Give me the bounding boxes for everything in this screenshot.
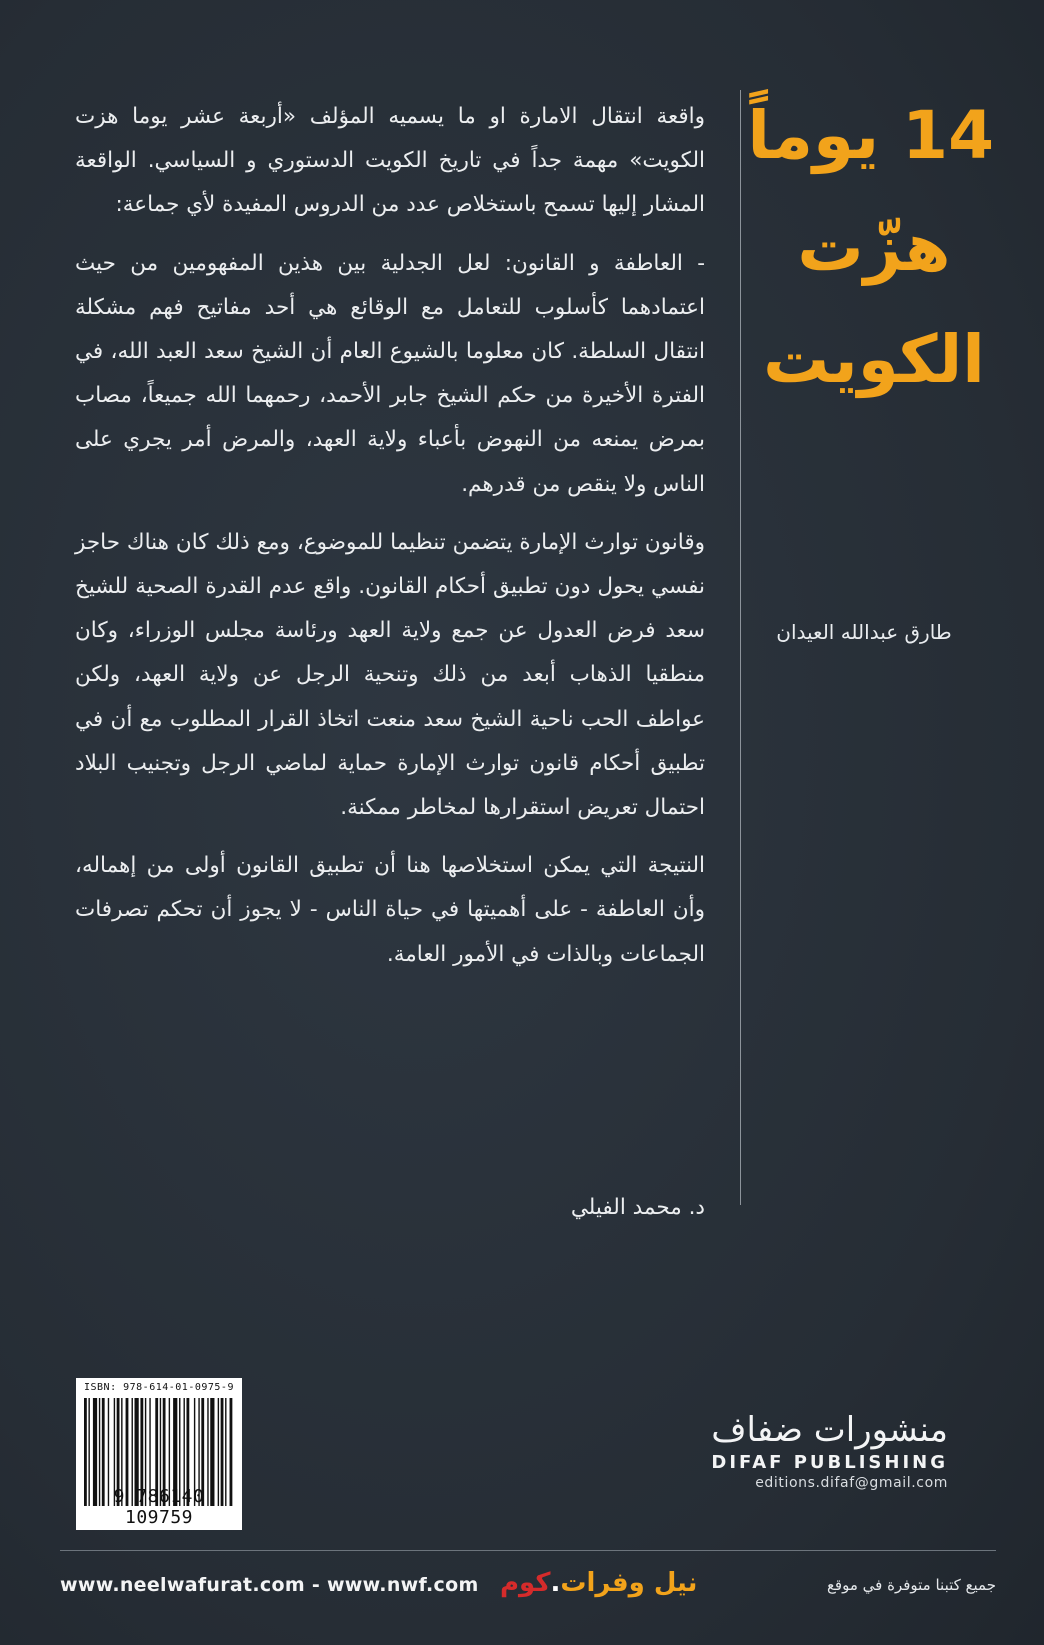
publisher-logo-english: DIFAF PUBLISHING	[711, 1452, 948, 1473]
title-line-1: 14 يوماً	[747, 97, 994, 174]
title-line-3: الكويت	[763, 321, 985, 398]
barcode-label	[76, 1378, 242, 1530]
bookstore-logo-dot: .	[550, 1568, 561, 1598]
author-name: طارق عبدالله العيدان	[776, 620, 952, 644]
publisher-email: editions.difaf@gmail.com	[755, 1475, 948, 1491]
isbn-text: ISBN: 978-614-01-0975-9	[84, 1382, 234, 1393]
bookstore-logo-suffix: كوم	[500, 1568, 551, 1598]
book-title	[747, 80, 994, 416]
footer-urls: www.neelwafurat.com - www.nwf.com	[60, 1574, 479, 1596]
title-line-2: هزّت	[797, 209, 951, 286]
bookstore-logo	[500, 1568, 697, 1598]
barcode-number: 9 786140 109759	[113, 1486, 205, 1528]
blurb-paragraph-3: وقانون توارث الإمارة يتضمن تنظيما للموضوع، ومع ذلك كان هناك حاجز نفسي يحول دون تطبيق أحكام القانون. واقع عدم القدرة الصحية للشيخ سعد فرض العدول عن جمع ولاية العهد ورئاسة مجلس الوزراء، وكان منطقيا الذهاب أبعد من ذلك وتنحية الرجل عن ولاية العهد، ولكن عواطف الحب ناحية الشيخ سعد منعت اتخاذ القرار المطلوب مع أن في تطبيق أحكام قانون توارث الإمارة حماية لماضي الرجل وتجنيب البلاد احتمال تعريض استقرارها لمخاطر ممكنة.	[75, 529, 705, 821]
availability-note: جميع كتبنا متوفرة في موقع	[826, 1576, 996, 1594]
bookstore-logo-name: نيل وفرات	[560, 1568, 698, 1598]
footer	[60, 1568, 996, 1608]
blurb-paragraph-4: النتيجة التي يمكن استخلاصها هنا أن تطبيق القانون أولى من إهماله، وأن العاطفة - على أهميتها في حياة الناس - لا يجوز أن تحكم تصرفات الجماعات وبالذات في الأمور العامة.	[75, 853, 705, 967]
blurb-paragraph-2: - العاطفة و القانون: لعل الجدلية بين هذين المفهومين من حيث اعتمادهما كأسلوب للتعامل مع الوقائع هي أحد مفاتيح فهم مشكلة انتقال السلطة. كان معلوما بالشيوع العام أن الشيخ سعد العبد الله، في الفترة الأخيرة من حكم الشيخ جابر الأحمد، رحمهما الله جميعاً، مصاب بمرض يمنعه من النهوض بأعباء ولاية العهد، والمرض أمر يجري على الناس ولا ينقص من قدرهم.	[75, 250, 705, 497]
vertical-divider	[740, 90, 741, 1205]
footer-rule	[60, 1550, 996, 1551]
blurb-signature: د. محمد الفيلي	[570, 1195, 705, 1220]
blurb-text	[75, 95, 705, 991]
publisher-logo-arabic: منشورات ضفاف	[711, 1410, 948, 1450]
publisher-block	[648, 1410, 948, 1491]
blurb-paragraph-1: واقعة انتقال الامارة او ما يسميه المؤلف «أربعة عشر يوما هزت الكويت» مهمة جداً في تاريخ الكويت الدستوري و السياسي. الواقعة المشار إليها تسمح باستخلاص عدد من الدروس المفيدة لأي جماعة:	[75, 104, 705, 218]
